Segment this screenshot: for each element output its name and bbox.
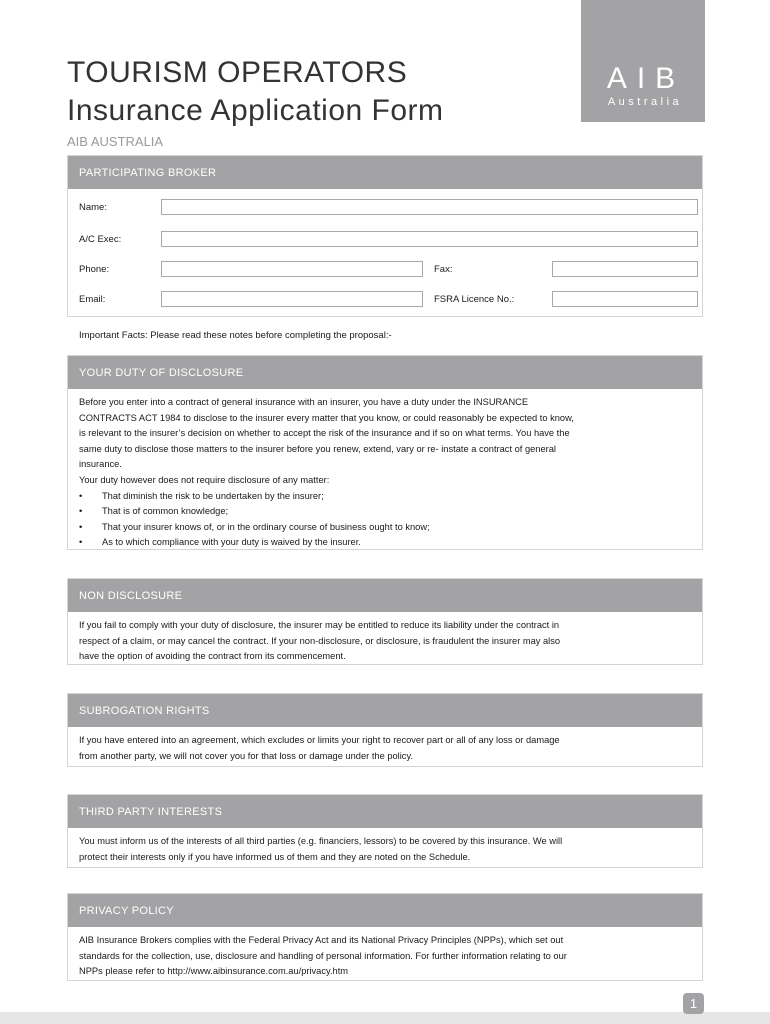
privacy-text-line: standards for the collection, use, disclosure and handling of personal information. For further information relating to our xyxy=(79,950,567,961)
ac-exec-input[interactable] xyxy=(161,231,698,247)
duty-bullet-text: That diminish the risk to be undertaken by the insurer; xyxy=(102,490,324,501)
bullet-icon: • xyxy=(79,521,83,532)
footer-strip xyxy=(0,1012,770,1024)
third-party-body xyxy=(68,828,702,865)
privacy-section xyxy=(67,893,703,981)
duty-bullet-text: As to which compliance with your duty is waived by the insurer. xyxy=(102,537,361,548)
third-party-heading: THIRD PARTY INTERESTS xyxy=(68,795,702,828)
aib-logo xyxy=(581,0,705,122)
non-disclosure-heading: NON DISCLOSURE xyxy=(68,579,702,612)
email-input[interactable] xyxy=(161,291,423,307)
form-title-line1: TOURISM OPERATORS xyxy=(67,56,408,89)
duty-text-line: insurance. xyxy=(79,459,122,470)
duty-text-line: CONTRACTS ACT 1984 to disclose to the insurer every matter that you know, or could reasonably be expected to know, xyxy=(79,412,574,423)
logo-main-text: AIB xyxy=(606,62,686,95)
broker-heading: PARTICIPATING BROKER xyxy=(68,156,702,189)
page-number: 1 xyxy=(683,993,704,1014)
fsra-licence-label: FSRA Licence No.: xyxy=(434,294,515,305)
third-party-section xyxy=(67,794,703,868)
fax-input[interactable] xyxy=(552,261,698,277)
duty-text-line: Your duty however does not require disclosure of any matter: xyxy=(79,474,330,485)
non-disclosure-text-line: have the option of avoiding the contract from its commencement. xyxy=(79,651,346,662)
duty-body xyxy=(68,389,702,551)
bullet-icon: • xyxy=(79,537,83,548)
ac-exec-label: A/C Exec: xyxy=(79,234,122,245)
duty-text-line: same duty to disclose those matters to the insurer before you renew, extend, vary or re- instate a contract of general xyxy=(79,443,556,454)
phone-input[interactable] xyxy=(161,261,423,277)
non-disclosure-body xyxy=(68,612,702,665)
duty-section xyxy=(67,355,703,550)
privacy-text-line: AIB Insurance Brokers complies with the Federal Privacy Act and its National Privacy Principles (NPPs), which set out xyxy=(79,935,564,945)
duty-text-line: is relevant to the insurer’s decision on whether to accept the risk of the insurance and if so on what terms. You have the xyxy=(79,428,570,439)
form-subtitle: AIB AUSTRALIA xyxy=(67,134,164,149)
duty-text-line: Before you enter into a contract of general insurance with an insurer, you have a duty under the INSURANCE xyxy=(79,397,529,407)
duty-bullet-text: That your insurer knows of, or in the ordinary course of business ought to know; xyxy=(102,521,430,532)
subrogation-heading: SUBROGATION RIGHTS xyxy=(68,694,702,727)
bullet-icon: • xyxy=(79,490,83,501)
bullet-icon: • xyxy=(79,506,83,517)
duty-bullet-text: That is of common knowledge; xyxy=(102,506,229,517)
privacy-text-line: NPPs please refer to http://www.aibinsurance.com.au/privacy.htm xyxy=(79,966,349,977)
logo-sub-text: Australia xyxy=(607,96,683,108)
form-title-line2: Insurance Application Form xyxy=(67,94,444,127)
privacy-heading: PRIVACY POLICY xyxy=(68,894,702,927)
subrogation-section xyxy=(67,693,703,767)
subrogation-text-line: from another party, we will not cover you for that loss or damage under the policy. xyxy=(79,750,413,761)
third-party-text-line: You must inform us of the interests of all third parties (e.g. financiers, lessors) to be covered by this insurance. We will xyxy=(79,836,563,846)
non-disclosure-text-line: If you fail to comply with your duty of disclosure, the insurer may be entitled to reduce its liability under the contract in xyxy=(79,620,560,630)
name-input[interactable] xyxy=(161,199,698,215)
non-disclosure-text-line: respect of a claim, or may cancel the contract. If your non-disclosure, or disclosure, is fraudulent the insurer may also xyxy=(79,635,561,646)
name-label: Name: xyxy=(79,202,107,213)
non-disclosure-section xyxy=(67,578,703,665)
fsra-licence-input[interactable] xyxy=(552,291,698,307)
subrogation-text-line: If you have entered into an agreement, which excludes or limits your right to recover part or all of any loss or damage xyxy=(79,735,560,745)
privacy-body xyxy=(68,927,702,980)
important-facts-text: Important Facts: Please read these notes before completing the proposal:- xyxy=(79,330,392,341)
subrogation-body xyxy=(68,727,702,764)
fax-label: Fax: xyxy=(434,264,453,275)
duty-bullet-item xyxy=(79,504,691,520)
duty-bullet-item xyxy=(79,489,691,505)
phone-label: Phone: xyxy=(79,264,110,275)
third-party-text-line: protect their interests only if you have informed us of them and they are noted on the Schedule. xyxy=(79,851,471,862)
duty-bullet-item xyxy=(79,535,691,551)
email-label: Email: xyxy=(79,294,106,305)
duty-heading: YOUR DUTY OF DISCLOSURE xyxy=(68,356,702,389)
duty-bullet-item xyxy=(79,520,691,536)
